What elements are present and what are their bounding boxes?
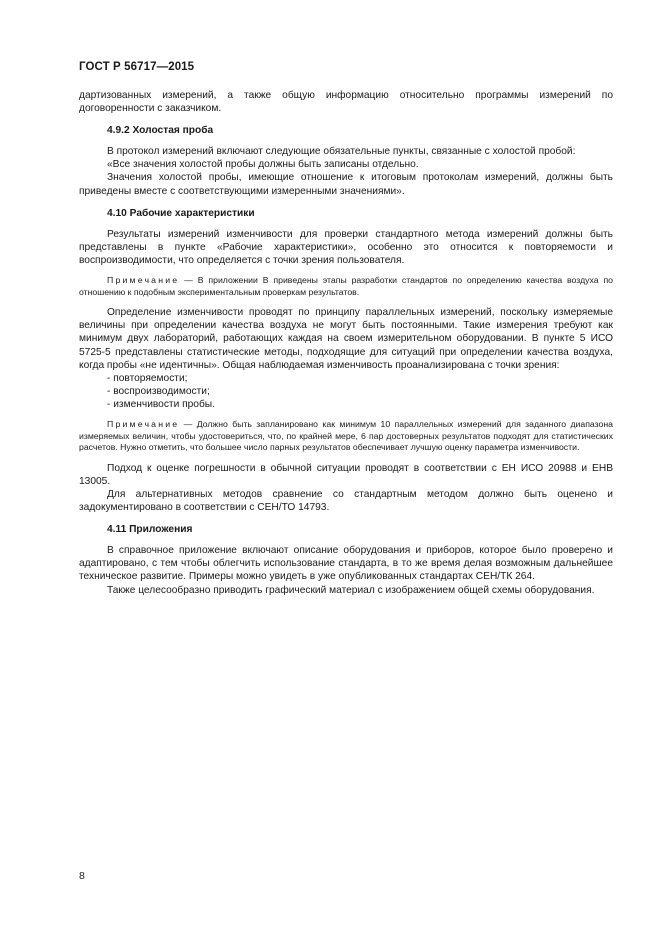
page-number: 8 xyxy=(79,870,85,882)
note-label: Примечание xyxy=(107,275,180,286)
paragraph: В протокол измерений включают следующие обязательные пункты, связанные с холостой пробой: xyxy=(107,146,576,158)
note xyxy=(79,275,613,298)
paragraph: Также целесообразно приводить графический материал с изображением общей схемы оборудования. xyxy=(107,584,595,596)
paragraph: «Все значения холостой пробы должны быть записаны отдельно. xyxy=(107,159,419,171)
document-id: ГОСТ Р 56717—2015 xyxy=(79,61,195,73)
paragraph: В справочное приложение включают описание оборудования и приборов, которое было проверено и адаптировано, с тем чтобы облегчить использование стандарта, в то же время делая возможным дальнейшее техническое развитие. Примеры можно увидеть в уже опубликованных стандартах СЕН/ТК 264. xyxy=(79,545,613,583)
paragraph: Определение изменчивости проводят по принципу параллельных измерений, поскольку измеряемые величины при определении качества воздуха не могут быть постоянными. Такие измерения требуют как минимум двух лабораторий, работающих каждая на своем измерительном оборудовании. В пункте 5 ИСО 5725-5 представлены статистические методы, подходящие для ситуаций при определении качества воздуха, когда пробы «не идентичны». Общая наблюдаемая изменчивость проанализирована с точки зрения: xyxy=(79,307,613,371)
note-text: — В приложении В приведены этапы разработки стандартов по определению качества воздуха по отношению к подобным экспериментальным проверкам результатов. xyxy=(79,275,613,297)
intro-continuation: дартизованных измерений, а также общую информацию относительно программы измерений по договоренности с заказчиком. xyxy=(79,90,613,115)
dash-list xyxy=(79,372,613,411)
heading-4-11: 4.11 Приложения xyxy=(107,524,193,536)
paragraph: Подход к оценке погрешности в обычной ситуации проводят в соответствии с ЕН ИСО 20988 и ЕНВ 13005. xyxy=(79,462,613,487)
paragraph: Для альтернативных методов сравнение со стандартным методом должно быть оценено и задокументировано в соответствии с СЕН/ТО 14793. xyxy=(79,488,613,514)
heading-4-10: 4.10 Рабочие характеристики xyxy=(107,207,255,219)
note xyxy=(79,419,613,454)
paragraph: Результаты измерений изменчивости для проверки стандартного метода измерений должны быть представлены в пункте «Рабочие характеристики», особенно это относится к повторяемости и воспроизводимости, что определяется с точки зрения пользователя. xyxy=(79,228,613,266)
note-label: Примечание xyxy=(107,418,180,429)
paragraph: Значения холостой пробы, имеющие отношение к итоговым протоколам измерений, должны быть приведены вместе с соответствующими измеренными значениями». xyxy=(79,172,613,197)
list-item: - повторяемости; xyxy=(107,372,188,384)
list-item: - изменчивости пробы. xyxy=(107,398,215,410)
page-content xyxy=(79,89,613,597)
note-text: — Должно быть запланировано как минимум 10 параллельных измерений для заданного диапазона измеряемых величин, чтобы удостовериться, что, по крайней мере, 6 пар достоверных результатов подходят для статистических расчетов. Нужно отметить, что большее число парных результатов обеспечивает лучшую оценку параметра изменчивости. xyxy=(79,418,613,453)
heading-4-9-2: 4.9.2 Холостая проба xyxy=(107,125,214,137)
list-item: - воспроизводимости; xyxy=(107,385,210,397)
